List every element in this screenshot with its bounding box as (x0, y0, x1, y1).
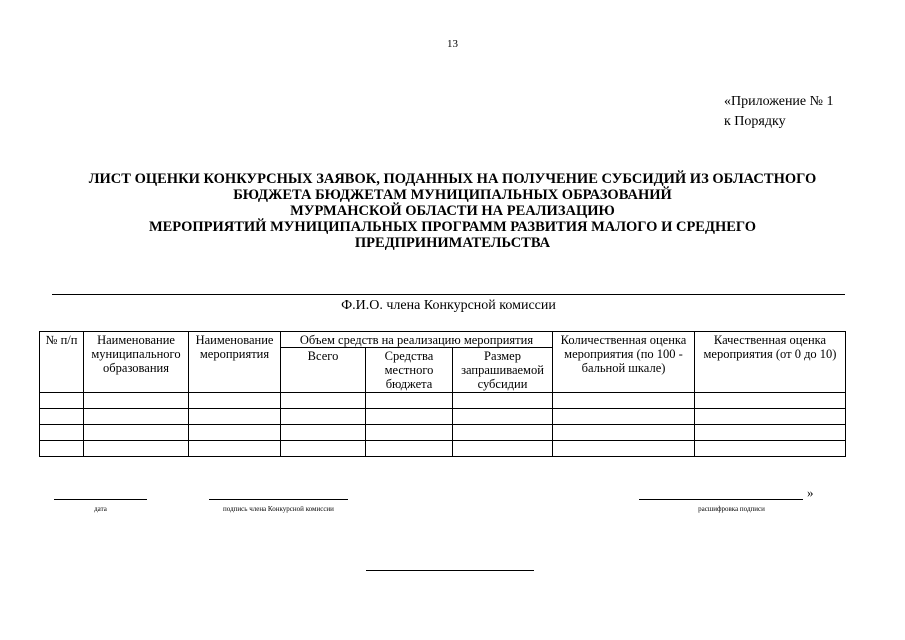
table-row (40, 409, 846, 425)
appendix-line-1: «Приложение № 1 (724, 94, 834, 109)
col-header-local-budget: Средства местного бюджета (366, 348, 453, 393)
col-header-number: № п/п (40, 332, 84, 393)
table-cell[interactable] (366, 441, 453, 457)
table-cell[interactable] (189, 441, 281, 457)
decode-line[interactable] (639, 499, 803, 500)
header-row-1 (40, 332, 846, 348)
date-line[interactable] (54, 499, 147, 500)
table-cell[interactable] (84, 441, 189, 457)
table-cell[interactable] (189, 409, 281, 425)
table-row (40, 441, 846, 457)
table-cell[interactable] (453, 409, 553, 425)
table-cell[interactable] (695, 393, 846, 409)
signature-line[interactable] (209, 499, 348, 500)
bottom-divider (366, 570, 534, 571)
table-cell[interactable] (553, 425, 695, 441)
table-cell[interactable] (40, 409, 84, 425)
title-line-5: ПРЕДПРИНИМАТЕЛЬСТВА (354, 235, 551, 251)
table-cell[interactable] (453, 393, 553, 409)
evaluation-table (39, 331, 846, 457)
appendix-header (724, 92, 834, 132)
table-cell[interactable] (84, 425, 189, 441)
closing-quote: » (807, 485, 814, 500)
col-header-quantitative: Количественная оценка мероприятия (по 100 - бальной шкале) (553, 332, 695, 393)
col-header-funds-group: Объем средств на реализацию мероприятия (281, 332, 553, 348)
table-cell[interactable] (366, 409, 453, 425)
title-line-1: ЛИСТ ОЦЕНКИ КОНКУРСНЫХ ЗАЯВОК, ПОДАННЫХ НА ПОЛУЧЕНИЕ СУБСИДИЙ ИЗ ОБЛАСТНОГО (88, 171, 817, 187)
col-header-qualitative: Качественная оценка мероприятия (от 0 до 10) (695, 332, 846, 393)
table-cell[interactable] (40, 393, 84, 409)
table-cell[interactable] (366, 425, 453, 441)
decode-label: расшифровка подписи (698, 505, 765, 513)
title-line-2: БЮДЖЕТА БЮДЖЕТАМ МУНИЦИПАЛЬНЫХ ОБРАЗОВАНИЙ (233, 187, 672, 203)
table-cell[interactable] (453, 441, 553, 457)
col-header-subsidy: Размер запрашиваемой субсидии (453, 348, 553, 393)
table-row (40, 393, 846, 409)
table-cell[interactable] (189, 393, 281, 409)
table-cell[interactable] (453, 425, 553, 441)
table-cell[interactable] (281, 393, 366, 409)
table-cell[interactable] (84, 393, 189, 409)
table-cell[interactable] (84, 409, 189, 425)
title-line-4: МЕРОПРИЯТИЙ МУНИЦИПАЛЬНЫХ ПРОГРАММ РАЗВИТИЯ МАЛОГО И СРЕДНЕГО (148, 219, 757, 235)
table-cell[interactable] (695, 409, 846, 425)
document-title (40, 171, 865, 251)
signature-label: подпись члена Конкурсной комиссии (223, 505, 334, 513)
table-cell[interactable] (553, 409, 695, 425)
table-cell[interactable] (553, 393, 695, 409)
col-header-event: Наименование мероприятия (189, 332, 281, 393)
table-cell[interactable] (40, 425, 84, 441)
fio-input-line[interactable] (52, 294, 845, 295)
title-line-3: МУРМАНСКОЙ ОБЛАСТИ НА РЕАЛИЗАЦИЮ (290, 203, 615, 219)
table-cell[interactable] (189, 425, 281, 441)
table-cell[interactable] (553, 441, 695, 457)
table-row (40, 425, 846, 441)
date-label: дата (94, 505, 107, 513)
appendix-line-2: к Порядку (724, 114, 786, 129)
table-cell[interactable] (281, 441, 366, 457)
page-number: 13 (447, 38, 458, 50)
col-header-total: Всего (281, 348, 366, 393)
table-cell[interactable] (281, 425, 366, 441)
table-cell[interactable] (695, 425, 846, 441)
table-cell[interactable] (695, 441, 846, 457)
table-cell[interactable] (40, 441, 84, 457)
fio-caption: Ф.И.О. члена Конкурсной комиссии (341, 298, 556, 313)
col-header-municipality: Наименование муниципального образования (84, 332, 189, 393)
table-cell[interactable] (281, 409, 366, 425)
table-cell[interactable] (366, 393, 453, 409)
